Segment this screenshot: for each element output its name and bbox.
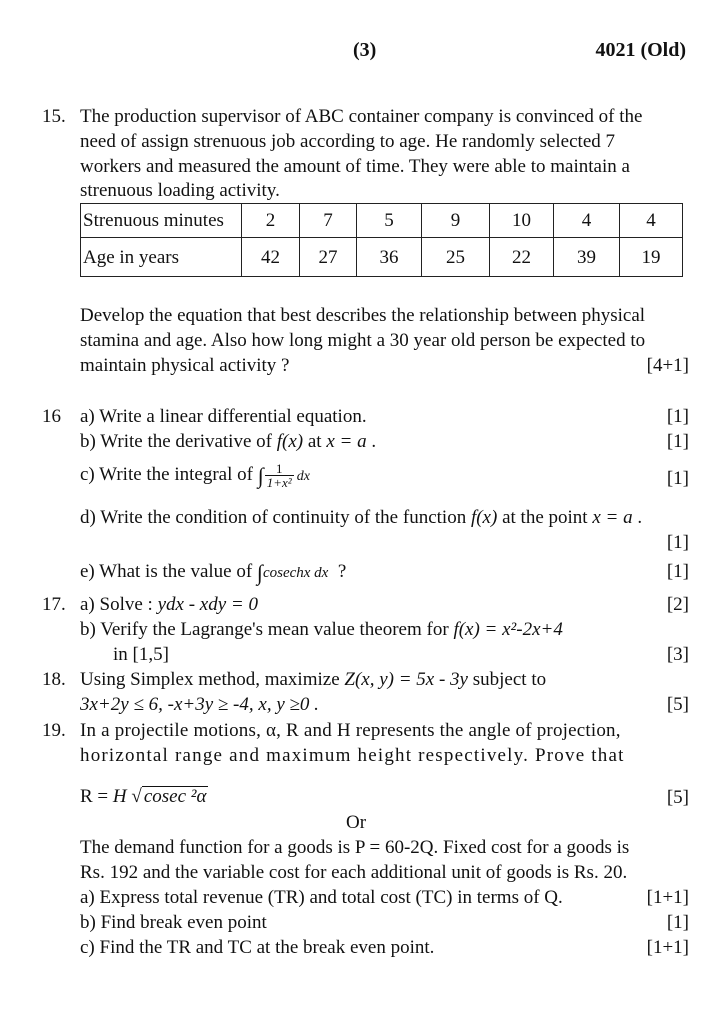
or-separator: Or [346, 812, 367, 833]
sub-question-c: c) Find the TR and TC at the break even point. [80, 937, 435, 958]
question-text-line: Rs. 192 and the variable cost for each additional unit of goods is Rs. 20. [80, 862, 628, 883]
sub-question-a [80, 595, 258, 614]
table-cell: 4 [554, 204, 620, 238]
fraction [265, 462, 294, 489]
marks: [1] [666, 468, 689, 489]
question-text-line: strenuous loading activity. [80, 180, 280, 201]
integral-sign: ∫ [256, 560, 263, 585]
question-number: 18. [42, 669, 66, 690]
table-cell: 2 [242, 204, 300, 238]
constraints: 3x+2y ≤ 6, -x+3y ≥ -4, x, y ≥0 . [80, 694, 319, 715]
question-text-line: maintain physical activity ? [80, 355, 290, 376]
text: b) Verify the Lagrange's mean value theorem for [80, 619, 454, 640]
math: f(x) = x²-2x+4 [453, 619, 563, 640]
sqrt-sign: √ [131, 786, 142, 807]
question-text-line: need of assign strenuous job according to age. He randomly selected 7 [80, 131, 616, 152]
page-number: (3) [353, 39, 377, 61]
marks: [1] [666, 532, 689, 553]
marks: [5] [666, 787, 689, 808]
denominator: 1+x² [266, 475, 292, 490]
question-text-line: In a projectile motions, α, R and H represents the angle of projection, [80, 720, 621, 741]
math: x = a [592, 507, 633, 528]
sub-question-d [80, 508, 642, 527]
question-text-line [80, 670, 546, 689]
marks: [1] [666, 912, 689, 933]
paper-code: 4021 (Old) [595, 39, 686, 61]
marks: [1] [666, 431, 689, 452]
math: cosechx dx [262, 565, 329, 581]
sub-question-b [80, 432, 376, 451]
math: H [112, 786, 127, 807]
math: Z(x, y) = 5x - 3y [344, 669, 468, 690]
table-cell: 36 [357, 238, 422, 277]
table-cell: 10 [490, 204, 554, 238]
table-cell: 9 [422, 204, 490, 238]
marks: [1+1] [646, 937, 689, 958]
integral-sign: ∫ [257, 462, 264, 488]
text: at the point [497, 507, 593, 528]
text: d) Write the condition of continuity of the function [80, 507, 471, 528]
radicand: cosec ²α [143, 786, 207, 807]
question-text-line: The demand function for a goods is P = 60-2Q. Fixed cost for a goods is [80, 837, 630, 858]
numerator: 1 [265, 462, 294, 476]
marks: [1] [666, 561, 689, 582]
math: dx [296, 468, 310, 484]
question-number: 15. [42, 106, 66, 127]
question-number: 16 [42, 406, 61, 427]
text: c) Write the integral of [80, 463, 258, 485]
table-cell: 42 [242, 238, 300, 277]
text: . [366, 431, 377, 452]
math: f(x) [470, 507, 498, 528]
marks: [4+1] [646, 355, 689, 376]
marks: [2] [666, 594, 689, 615]
math: f(x) [276, 431, 304, 452]
sub-question-e [80, 562, 346, 584]
row-label: Strenuous minutes [81, 204, 242, 238]
table-cell: 39 [554, 238, 620, 277]
table-cell: 27 [300, 238, 357, 277]
question-text-line: stamina and age. Also how long might a 30 year old person be expected to [80, 330, 646, 351]
sub-question-b [80, 620, 563, 639]
row-label: Age in years [81, 238, 242, 277]
sub-question-a: a) Write a linear differential equation. [80, 406, 367, 427]
question-text-line: horizontal range and maximum height respectively. Prove that [80, 745, 625, 766]
text: ? [337, 561, 347, 582]
text: . [632, 507, 643, 528]
marks: [5] [666, 694, 689, 715]
math: ydx - xdy = 0 [157, 594, 258, 615]
table-cell: 22 [490, 238, 554, 277]
table-cell: 25 [422, 238, 490, 277]
question-text-line: The production supervisor of ABC container company is convinced of the [80, 106, 643, 127]
data-table [80, 203, 683, 277]
table-cell: 4 [620, 204, 683, 238]
table-cell: 19 [620, 238, 683, 277]
text: Using Simplex method, maximize [80, 669, 345, 690]
marks: [1+1] [646, 887, 689, 908]
text: e) What is the value of [80, 561, 257, 582]
sub-question-c [80, 462, 310, 489]
table-row [81, 204, 683, 238]
table-cell: 7 [300, 204, 357, 238]
text: subject to [468, 669, 547, 690]
table-row [81, 238, 683, 277]
marks: [3] [666, 644, 689, 665]
formula [80, 786, 208, 806]
sub-question-b: b) Find break even point [80, 912, 267, 933]
text: b) Write the derivative of [80, 431, 277, 452]
interval-text: in [1,5] [113, 644, 169, 665]
question-text-line: workers and measured the amount of time. They were able to maintain a [80, 156, 630, 177]
question-number: 19. [42, 720, 66, 741]
text: R = [80, 786, 113, 807]
marks: [1] [666, 406, 689, 427]
text: a) Solve : [80, 594, 158, 615]
sub-question-a: a) Express total revenue (TR) and total cost (TC) in terms of Q. [80, 887, 563, 908]
question-text-line: Develop the equation that best describes the relationship between physical [80, 305, 646, 326]
question-number: 17. [42, 594, 66, 615]
text: at [303, 431, 327, 452]
math: x = a [326, 431, 367, 452]
table-cell: 5 [357, 204, 422, 238]
